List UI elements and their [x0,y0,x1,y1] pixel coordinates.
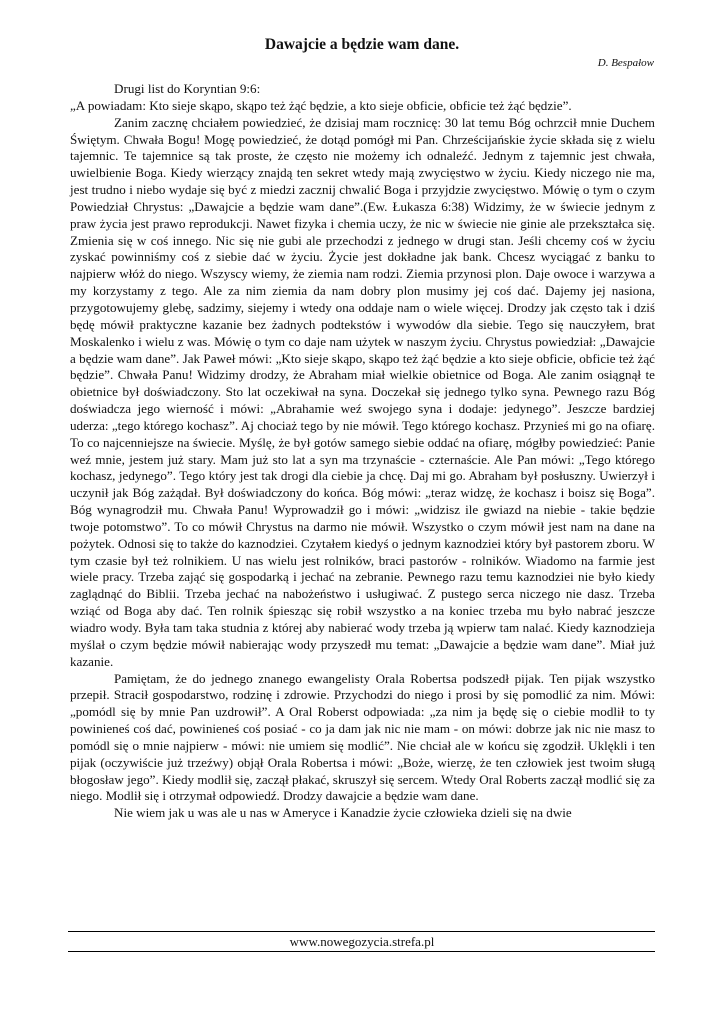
footer-divider-top [68,931,655,932]
paragraph-oral-roberts: Pamiętam, że do jednego znanego ewangelisty Orala Robertsa podszedł pijak. Ten pijak wszystko przepił. Stracił gospodarstwo, rodzinę i zdrowie. Przychodzi do niego i prosi by się pomodlić za nim. Mówi: „pomódl się by mnie Pan uzdrowił”. A Oral Roberst odpowiada: „za nim ja będę się o ciebie modlił to ty powinieneś coś dać, powinieneś coś posiać - co ja dam jak nic nie mam - on mówi: dobrze jak nic nie masz to pomódl się o mnie najpierw - mówi: nie umiem się modlić”. Nie chciał ale w końcu się zgodził. Uklękli i ten pijak (oczywiście już trzeźwy) objął Orala Robertsa i mówi: „Boże, wierzę, że ten człowiek jest twoim sługą błogosław jego”. Kiedy modlił się, zaczął płakać, skruszył się sercem. Wtedy Oral Roberts zaczął modlić się za niego. Modlił się i otrzymał odpowiedź. Drodzy dawajcie a będzie wam dane. [70,670,655,804]
paragraph-scripture-quote: „A powiadam: Kto sieje skąpo, skąpo też żąć będzie, a kto sieje obficie, obficie też żąć będzie”. [70,97,572,113]
document-title: Dawajcie a będzie wam dane. [264,36,460,53]
paragraph-closing: Nie wiem jak u was ale u nas w Ameryce i Kanadzie życie człowieka dzieli się na dwie [114,805,572,821]
paragraph-main: Zanim zacznę chciałem powiedzieć, że dzisiaj mam rocznicę: 30 lat temu Bóg ochrzcił mnie Duchem Świętym. Chwała Bogu! Mogę powiedzieć, że dotąd pomógł mi Pan. Chrześcijańskie życie składa się z wielu tajemnic. Te tajemnice są tak proste, że często nie możemy ich odnaleźć. Jednym z tajemnic jest chwała, uwielbienie Boga. Kiedy wierzący znajdą ten sekret wtedy mają zwycięstwo w życiu. Kiedy niczego nie ma, jest trudno i niebo wydaje się być z miedzi zacznij chwalić Boga i przyjdzie zwycięstwo. Mówię o tym o czym Powiedział Chrystus: „Dawajcie a będzie wam dane”.(Ew. Łukasza 6:38) Widzimy, że w świecie jednym z praw życia jest prawo reprodukcji. Nawet fizyka i chemia uczy, że nic w świecie nie ginie ale przekształca się. Zmienia się w coś innego. Nic się nie gubi ale przechodzi z jednego w drugi stan. Jeśli chcemy coś w życiu zyskać powinniśmy coś z siebie dać w życiu. Życie jest dokładne jak bank. Chcesz wyciągać z banku to najpierw włóż do niego. Wszyscy wiemy, że ziemia nam rodzi. Ziemia przynosi plon. Daje owoce i warzywa a my korzystamy z tego. Ale za nim ziemia da nam dobry plon musimy jej coś dać. Dajemy jej nasiona, przygotowujemy glebę, sadzimy, siejemy i wtedy ona oddaje nam o wiele więcej. Drodzy jak często tak i dziś będę mówił praktyczne kazanie bez żadnych podtekstów i wywodów dla siebie. Tego się nauczyłem, brat Moskalenko i wielu z was. Mówię o tym co daje nam użytek w naszym życiu. Chrystus powiedział: „Dawajcie a będzie wam dane”. Jak Paweł mówi: „Kto sieje skąpo, skąpo też żąć będzie a kto sieje obficie, obficie też żąć będzie”. Chwała Panu! Widzimy drodzy, że Abraham miał wielkie obietnice od Boga. Ale zanim osiągnął te obietnice był doświadczony. Sto lat oczekiwał na syna. Doczekał się jednego tylko syna. Pewnego razu Bóg doświadcza jego wierność i mówi: „Abrahamie weź swojego syna i dodaje: jedynego”. Jeszcze bardziej uderza: „tego którego kochasz”. Aj chociaż tego by nie mówił. Tego którego kochasz. Przynieś mi go na ofiarę. To co najcenniejsze na świecie. Myślę, że był gotów samego siebie oddać na ofiarę, mógłby powiedzieć: Panie weź mnie, jestem już stary. Mam już sto lat a syn ma trzynaście - czternaście. Ale Pan mówi: „Tego którego kochasz, jedynego”. Tego który jest tak drogi dla ciebie ja chcę. Daj mi go. Abraham był posłuszny. Uwierzył i uczynił jak Bóg zażądał. Był doświadczony do końca. Bóg mówi: „teraz widzę, że kochasz i boisz się Boga”. Bóg wynagrodził mu. Chwała Panu! Wyprowadził go i mówi: „widzisz ile gwiazd na niebie - takie będzie twoje potomstwo”. To co mówił Chrystus na darmo nie mówił. Wszystko o czym mówił jest nam na dane na pożytek. Odnosi się to także do kaznodziei. Czytałem kiedyś o jednym kaznodziei który był pastorem zboru. W tym czasie był też rolnikiem. U nas wielu jest rolników, braci pastorów - rolników. Wiadomo na farmie jest wiele pracy. Trzeba zająć się gospodarką i jechać na zebranie. Pewnego razu temu kaznodziei nie było kiedy zaglądnąć do Biblii. Trzeba jechać na nabożeństwo i usługiwać. Z pustego serca niczego nie dasz. Trzeba wziąć od Boga aby dać. Ten rolnik śpiesząc się robił wszystko a na koniec trzeba mu było nabrać jeszcze wiadro wody. Była tam taka studnia z której aby nabierać wody trzeba ją wpierw tam nalać. Kiedy kaznodzieja myślał o czym będzie mówił nabierając wody przyszedł mu temat: „Dawajcie a będzie wam dane”. Miał już kazanie. [70,114,655,669]
document-body [70,81,655,822]
paragraph-scripture-reference: Drugi list do Koryntian 9:6: [114,81,261,96]
footer-divider-bottom [68,951,655,952]
footer-url: www.nowegozycia.strefa.pl [289,934,435,949]
author-name: D. Bespałow [597,57,654,69]
